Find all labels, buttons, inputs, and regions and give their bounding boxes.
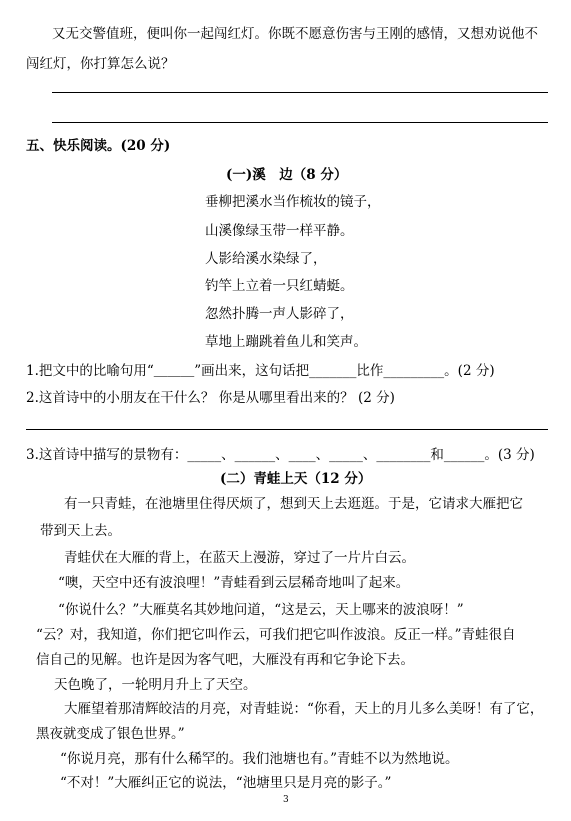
poem-line-2: 山溪像绿玉带一样平静。 xyxy=(205,223,354,239)
poem-line-5: 忽然扑腾一声人影碎了， xyxy=(205,306,354,322)
story-title: (二）青蛙上天（12 分） xyxy=(220,471,372,487)
intro-line-2: 闯红灯，你打算怎么说？ xyxy=(26,56,175,72)
story-line-4: “噢，天空中还有波浪哩！”青蛙看到云层稀奇地叫了起来。 xyxy=(58,575,410,591)
section5-heading: 五、快乐阅读。(20 分) xyxy=(26,138,171,154)
question-2: 2.这首诗中的小朋友在干什么？ 你是从哪里看出来的？ (2 分) xyxy=(26,390,395,406)
answer-line-1[interactable] xyxy=(52,92,548,93)
story-line-11: “你说月亮，那有什么稀罕的。我们池塘也有。”青蛙不以为然地说。 xyxy=(60,751,459,767)
poem-line-1: 垂柳把溪水当作梳妆的镜子， xyxy=(205,194,381,210)
story-line-8: 天色晚了，一轮明月升上了天空。 xyxy=(54,677,257,693)
story-line-7: 信自己的见解。也许是因为客气吧，大雁没有再和它争论下去。 xyxy=(36,652,414,668)
question-1: 1.把文中的比喻句用“＿＿＿”画出来，这句话把_______比作_________。(2 分) xyxy=(26,363,495,379)
poem-line-6: 草地上蹦跳着鱼儿和笑声。 xyxy=(205,334,367,350)
story-line-10: 黑夜就变成了银色世界。” xyxy=(36,726,185,742)
intro-line-1: 又无交警值班，便叫你一起闯红灯。你既不愿意伤害与王刚的感情，又想劝说他不 xyxy=(52,26,538,42)
page-number: 3 xyxy=(283,795,289,805)
question-3: 3.这首诗中描写的景物有：_____、______、____、_____、________和______。(3 分) xyxy=(26,447,535,463)
poem-line-3: 人影给溪水染绿了， xyxy=(205,251,327,267)
answer-line-2[interactable] xyxy=(52,122,548,123)
story-line-1: 有一只青蛙，在池塘里住得厌烦了，想到天上去逛逛。于是，它请求大雁把它 xyxy=(64,496,523,512)
story-line-9: 大雁望着那清辉皎洁的月亮，对青蛙说：“你看，天上的月儿多么美呀！有了它， xyxy=(64,701,544,717)
story-line-6: “云？对，我知道，你们把它叫作云，可我们把它叫作波浪。反正一样。”青蛙很自 xyxy=(36,627,516,643)
story-line-5: “你说什么？”大雁莫名其妙地问道，“这是云，天上哪来的波浪呀！” xyxy=(58,602,464,618)
poem-title: (一)溪 边（8 分） xyxy=(226,167,348,183)
story-line-12: “不对！”大雁纠正它的说法，“池塘里只是月亮的影子。” xyxy=(60,775,392,791)
story-line-2: 带到天上去。 xyxy=(40,523,121,539)
story-line-3: 青蛙伏在大雁的背上，在蓝天上漫游，穿过了一片片白云。 xyxy=(64,550,415,566)
answer-line-3[interactable] xyxy=(26,429,548,430)
poem-line-4: 钓竿上立着一只红蜻蜓。 xyxy=(205,278,354,294)
